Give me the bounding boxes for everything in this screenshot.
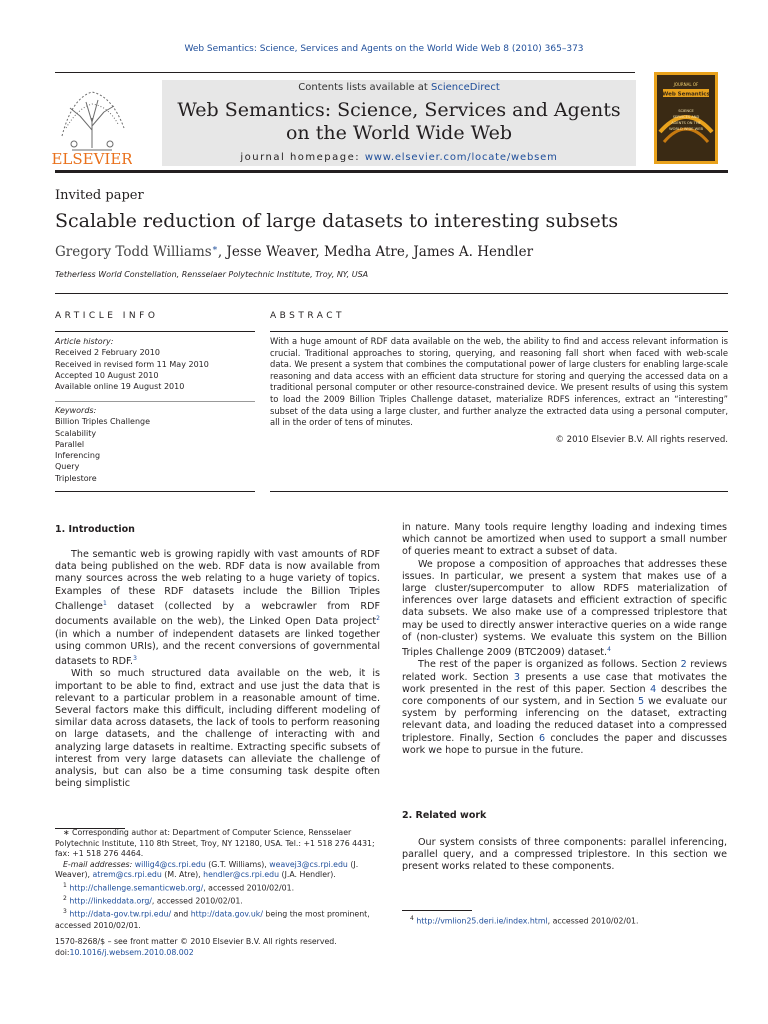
footnote-ref[interactable]: 3 xyxy=(133,655,137,662)
sciencedirect-link[interactable]: ScienceDirect xyxy=(431,82,500,93)
history-revised: Received in revised form 11 May 2010 xyxy=(55,359,209,369)
journal-title xyxy=(162,99,636,145)
section-heading-related-work: 2. Related work xyxy=(402,810,487,821)
text-run: we evaluate our system by performing inferencing on the dataset, extracting relevant data, and loading the reduced dataset into a compressed triplestore. Finally, Section xyxy=(402,696,728,744)
homepage-label: journal homepage: xyxy=(240,152,365,163)
footnote-1 xyxy=(55,881,380,894)
author-list xyxy=(55,244,533,260)
svg-text:AGENTS ON THE: AGENTS ON THE xyxy=(671,121,701,125)
abstract-bottom-rule xyxy=(270,491,728,492)
doi-link[interactable]: 10.1016/j.websem.2010.08.002 xyxy=(69,948,194,957)
copyright: © 2010 Elsevier B.V. All rights reserved. xyxy=(555,435,728,445)
section-ref[interactable]: 4 xyxy=(650,683,657,695)
footnote-ref[interactable]: 1 xyxy=(102,599,107,607)
svg-text:WORLD WIDE WEB: WORLD WIDE WEB xyxy=(669,127,703,131)
title-rule xyxy=(55,293,728,294)
footnote-text: and xyxy=(171,909,191,919)
section-ref[interactable]: 2 xyxy=(680,659,687,671)
text-run: We propose a composition of approaches that addresses these issues. In particular, we present a system that makes use of a large cluster/supercomputer to allow RDFS materialization of inferences over large datasets and efficient extraction of specific data subsets. We also make use of a compressed triplestore that may be used to directly answer interactive queries on a wide range of (non-cluster) systems. We evaluate this system on the Billion Triples Challenge 2009 (BTC2009) dataset. xyxy=(402,558,727,659)
author-corresponding[interactable]: Gregory Todd Williams xyxy=(55,244,212,260)
footnote-text: being the most prominent, accessed 2010/02/01. xyxy=(55,909,370,930)
journal-title-line1: Web Semantics: Science, Services and Agents xyxy=(177,99,621,121)
footnote-link[interactable]: http://vmlion25.deri.ie/index.html xyxy=(416,916,548,926)
footnote-link[interactable]: http://challenge.semanticweb.org/ xyxy=(69,883,204,893)
svg-text:ELSEVIER: ELSEVIER xyxy=(52,150,132,166)
contents-prefix: Contents lists available at xyxy=(298,82,432,93)
paragraph: in nature. Many tools require lengthy loading and indexing times which cannot be amortized when used to support a small number of queries meant to extract a subset of data. xyxy=(402,522,727,558)
journal-homepage xyxy=(162,152,636,163)
footnote-text: , accessed 2010/02/01. xyxy=(203,883,295,893)
keyword: Triplestore xyxy=(55,473,97,483)
section-ref[interactable]: 6 xyxy=(539,732,546,744)
footnote-4 xyxy=(402,914,727,927)
email-link[interactable]: weavej3@cs.rpi.edu xyxy=(269,859,348,869)
footnote-mark: 2 xyxy=(63,895,67,903)
article-history xyxy=(55,336,255,392)
abstract-text: With a huge amount of RDF data available on the web, the ability to find and access relevant information is crucial. Traditional approaches to storing, querying, and reasoning fall short when faced with web-scale data. We present a system that combines the computational power of large clusters for enabling large-scale reasoning and data access with an efficient data structure for storing and querying the accessed data on a traditional personal computer or other resource-constrained device. We present results of using this system to load the 2009 Billion Triples Challenge dataset, materialize RDFS inferences, extract an “interesting” subset of the data using a large cluster, and further analyze the extracted data using a personal computer, all in the order of tens of minutes. xyxy=(270,336,728,428)
front-matter xyxy=(55,936,337,958)
svg-text:Web Semantics: Web Semantics xyxy=(662,91,710,98)
paragraph xyxy=(402,559,727,660)
text-run: concludes the paper and discusses work we hope to pursue in the future. xyxy=(402,732,727,756)
text-run: The rest of the paper is organized as follows. Section xyxy=(418,659,681,671)
article-info-heading: ARTICLE INFO xyxy=(55,311,159,321)
footnotes xyxy=(55,828,380,931)
paragraph xyxy=(402,659,727,757)
footnote-link[interactable]: http://data.gov.uk/ xyxy=(190,909,263,919)
footnote-text: , accessed 2010/02/01. xyxy=(547,916,639,926)
text-run: (in which a number of independent datasets are linked together using common URIs), and the recent conversions of governmental datasets to RDF. xyxy=(55,628,380,668)
affiliation: Tetherless World Constellation, Rensselaer Polytechnic Institute, Troy, NY, USA xyxy=(55,270,369,279)
footnote-mark: 3 xyxy=(63,908,67,916)
footnote-mark: 4 xyxy=(410,915,414,922)
keyword: Inferencing xyxy=(55,451,101,461)
email-owner: (G.T. Williams), xyxy=(205,859,270,869)
doi-line xyxy=(55,947,337,958)
svg-text:JOURNAL OF: JOURNAL OF xyxy=(673,82,699,87)
email-label: E-mail addresses: xyxy=(63,859,135,869)
info-rule xyxy=(55,331,255,332)
journal-cover-image xyxy=(654,72,718,164)
journal-title-line2: on the World Wide Web xyxy=(285,122,512,144)
footnote-ref[interactable]: 4 xyxy=(607,646,611,654)
related-work-body xyxy=(402,837,727,874)
section-ref[interactable]: 3 xyxy=(513,671,521,683)
footnote-link[interactable]: http://data-gov.tw.rpi.edu/ xyxy=(69,909,172,919)
email-link[interactable]: atrem@cs.rpi.edu xyxy=(92,870,162,880)
article-type: Invited paper xyxy=(55,188,144,203)
issn-line: 1570-8268/$ – see front matter © 2010 Elsevier B.V. All rights reserved. xyxy=(55,937,337,946)
keyword: Billion Triples Challenge xyxy=(55,417,151,427)
footnote-3 xyxy=(55,907,380,931)
footnote-text: , accessed 2010/02/01. xyxy=(151,896,243,906)
section-heading-introduction: 1. Introduction xyxy=(55,524,135,535)
homepage-link[interactable]: www.elsevier.com/locate/websem xyxy=(364,152,558,163)
elsevier-logo xyxy=(52,78,132,166)
corresponding-mark[interactable]: ∗ xyxy=(211,244,218,254)
history-received: Received 2 February 2010 xyxy=(55,348,160,358)
paragraph xyxy=(55,549,380,668)
paper-title: Scalable reduction of large datasets to interesting subsets xyxy=(55,210,619,232)
history-online: Available online 19 August 2010 xyxy=(55,382,185,392)
svg-text:SERVICES AND: SERVICES AND xyxy=(672,115,700,119)
email-link[interactable]: willig4@cs.rpi.edu xyxy=(134,859,206,869)
text-run: describes the core components of our system, and in Section xyxy=(402,683,727,708)
banner-rule xyxy=(55,170,728,173)
abstract-heading: ABSTRACT xyxy=(270,311,346,321)
keywords-label: Keywords: xyxy=(55,406,97,415)
abstract-rule xyxy=(270,331,728,332)
email-note xyxy=(55,860,380,881)
keywords xyxy=(55,405,255,484)
text-run: reviews related work. Section xyxy=(402,659,727,683)
header-rule xyxy=(55,72,635,73)
footnote-ref[interactable]: 2 xyxy=(376,615,380,623)
text-run: The semantic web is growing rapidly with vast amounts of RDF data being published on the web. RDF data is now available from many sources across the web relating to a huge variety of topics. Examples of these RDF datasets include the Billion Triples Challenge xyxy=(55,549,380,612)
email-owner: (M. Atre), xyxy=(161,870,204,880)
text-run: dataset (collected by a webcrawler from RDF documents available on the web), the Linked Open Data project xyxy=(55,601,380,628)
email-owner: (J. Weaver), xyxy=(55,859,359,880)
column2-body xyxy=(402,522,727,757)
footnote-rule xyxy=(402,910,472,911)
doi-label: doi: xyxy=(55,948,70,957)
keyword: Scalability xyxy=(55,428,97,438)
history-label: Article history: xyxy=(55,337,114,346)
keyword: Query xyxy=(55,462,80,472)
keyword: Parallel xyxy=(55,439,85,449)
text-run: presents a use case that motivates the work presented in the rest of this paper. Section xyxy=(402,671,727,695)
footnote-mark: 1 xyxy=(63,881,67,889)
paragraph: Our system consists of three components: parallel inferencing, parallel query, and a compressed triplestore. In this section we present works related to these components. xyxy=(402,837,727,873)
corresponding-author-note: ∗ Corresponding author at: Department of Computer Science, Rensselaer Polytechnic Institute, 110 8th Street, Troy, NY 12180, USA. Tel.: +1 518 276 4431; fax: +1 518 276 4464. xyxy=(55,828,375,859)
info-bottom-rule xyxy=(55,491,255,492)
section-ref[interactable]: 5 xyxy=(638,696,645,708)
svg-text:SCIENCE: SCIENCE xyxy=(678,109,694,113)
running-header[interactable]: Web Semantics: Science, Services and Agents on the World Wide Web 8 (2010) 365–373 xyxy=(184,44,584,54)
paragraph: With so much structured data available on the web, it is important to be able to find, extract and use just the data that is relevant to a particular problem in a reasonable amount of time. Several factors make this difficult, including different modeling of similar data across datasets, the lack of tools to perform reasoning on large datasets, and the challenge of interacting with and analyzing large datasets in realtime. Extracting specific subsets of interest from very large datasets can alleviate the challenge of analysis, but can also be a time consuming task despite often being simplistic xyxy=(55,668,380,790)
introduction-body xyxy=(55,549,380,790)
email-owner: (J.A. Hendler). xyxy=(279,870,336,880)
email-link[interactable]: hendler@cs.rpi.edu xyxy=(203,870,280,880)
authors-rest: , Jesse Weaver, Medha Atre, James A. Hendler xyxy=(217,244,534,260)
info-divider xyxy=(55,401,255,402)
contents-line xyxy=(162,82,636,93)
history-accepted: Accepted 10 August 2010 xyxy=(55,370,159,380)
footnote-2 xyxy=(55,894,380,907)
footnote-link[interactable]: http://linkeddata.org/ xyxy=(69,896,152,906)
